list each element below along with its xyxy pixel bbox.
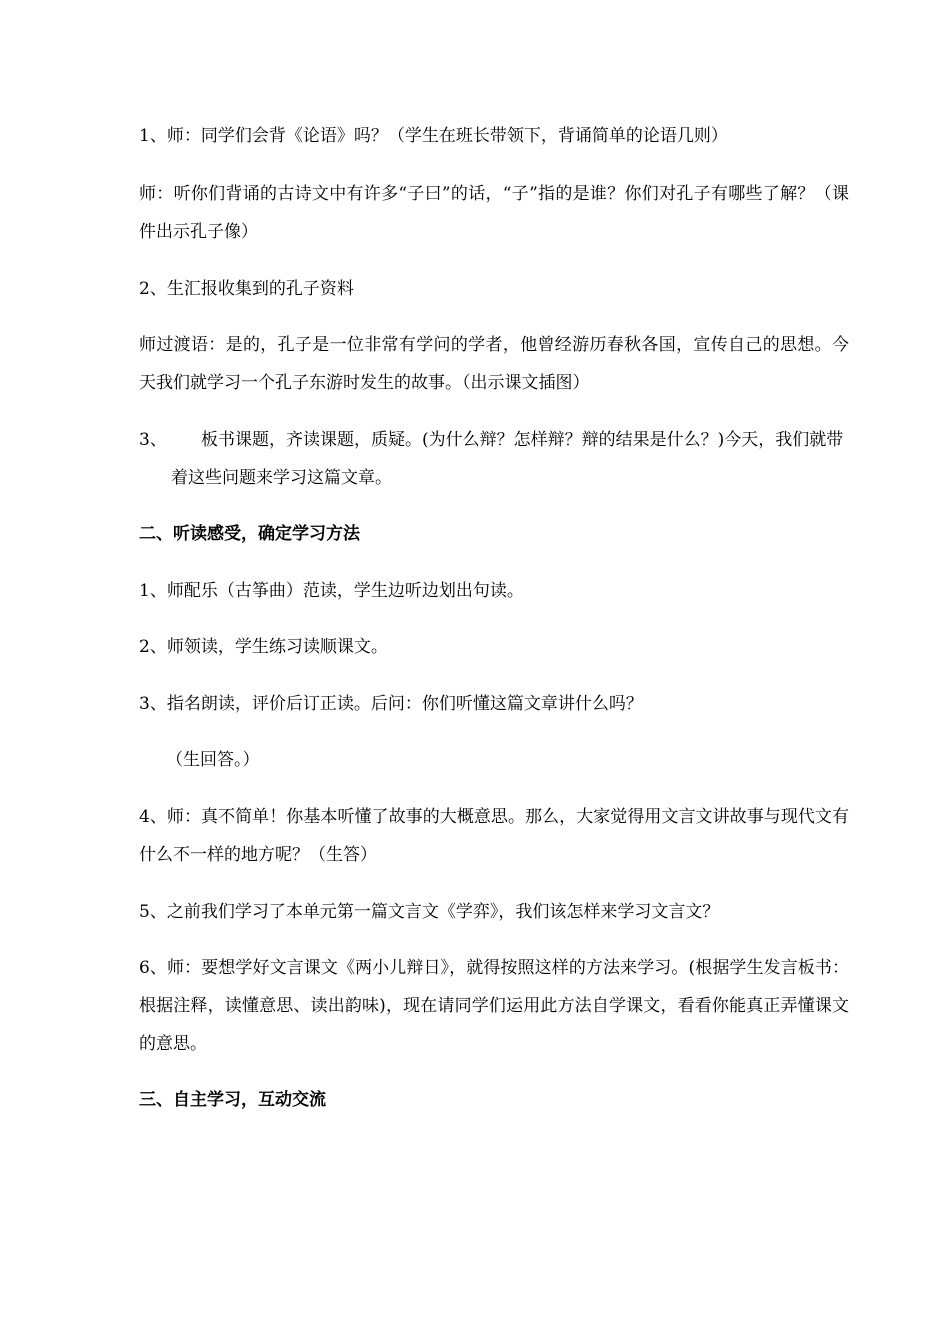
- paragraph-report-confucius: 2、生汇报收集到的孔子资料: [139, 279, 354, 299]
- paragraph-compare-classical: 4、师：真不简单！你基本听懂了故事的大概意思。那么，大家觉得用文言文讲故事与现代文有什么不一样的地方呢？（生答）: [139, 807, 849, 865]
- paragraph-model-reading: 1、师配乐（古筝曲）范读，学生边听边划出句读。: [139, 581, 524, 601]
- paragraph-learning-method: 6、师：要想学好文言课文《两小儿辩日》，就得按照这样的方法来学习。(根据学生发言板书：根据注释，读懂意思、读出韵味)，现在请同学们运用此方法自学课文，看看你能真正弄懂课文的意思。: [139, 958, 849, 1054]
- paragraph-board-title: [139, 421, 849, 497]
- paragraph-recite-analects: 1、师：同学们会背《论语》吗？（学生在班长带领下，背诵简单的论语几则）: [139, 126, 728, 146]
- paragraph-previous-lesson: 5、之前我们学习了本单元第一篇文言文《学弈》，我们该怎样来学习文言文？: [139, 902, 720, 922]
- paragraph-named-reading: 3、指名朗读，评价后订正读。后问：你们听懂这篇文章讲什么吗？: [139, 694, 643, 714]
- paragraph-transition: 师过渡语：是的，孔子是一位非常有学问的学者，他曾经游历春秋各国，宣传自己的思想。今天我们就学习一个孔子东游时发生的故事。（出示课文插图）: [139, 335, 849, 393]
- section-heading-listen-read: 二、听读感受，确定学习方法: [139, 524, 360, 544]
- item-number: 3、: [139, 430, 167, 450]
- paragraph-lead-reading: 2、师领读，学生练习读顺课文。: [139, 637, 388, 657]
- section-heading-self-study: 三、自主学习，互动交流: [139, 1090, 326, 1110]
- paragraph-student-answer: （生回答。）: [166, 750, 260, 770]
- paragraph-who-is-zi: 师：听你们背诵的古诗文中有许多“子曰”的话，“子”指的是谁？你们对孔子有哪些了解？（课件出示孔子像）: [139, 184, 849, 242]
- item-body: 板书课题，齐读课题，质疑。(为什么辩？怎样辩？辩的结果是什么？)今天，我们就带着这些问题来学习这篇文章。: [171, 430, 844, 488]
